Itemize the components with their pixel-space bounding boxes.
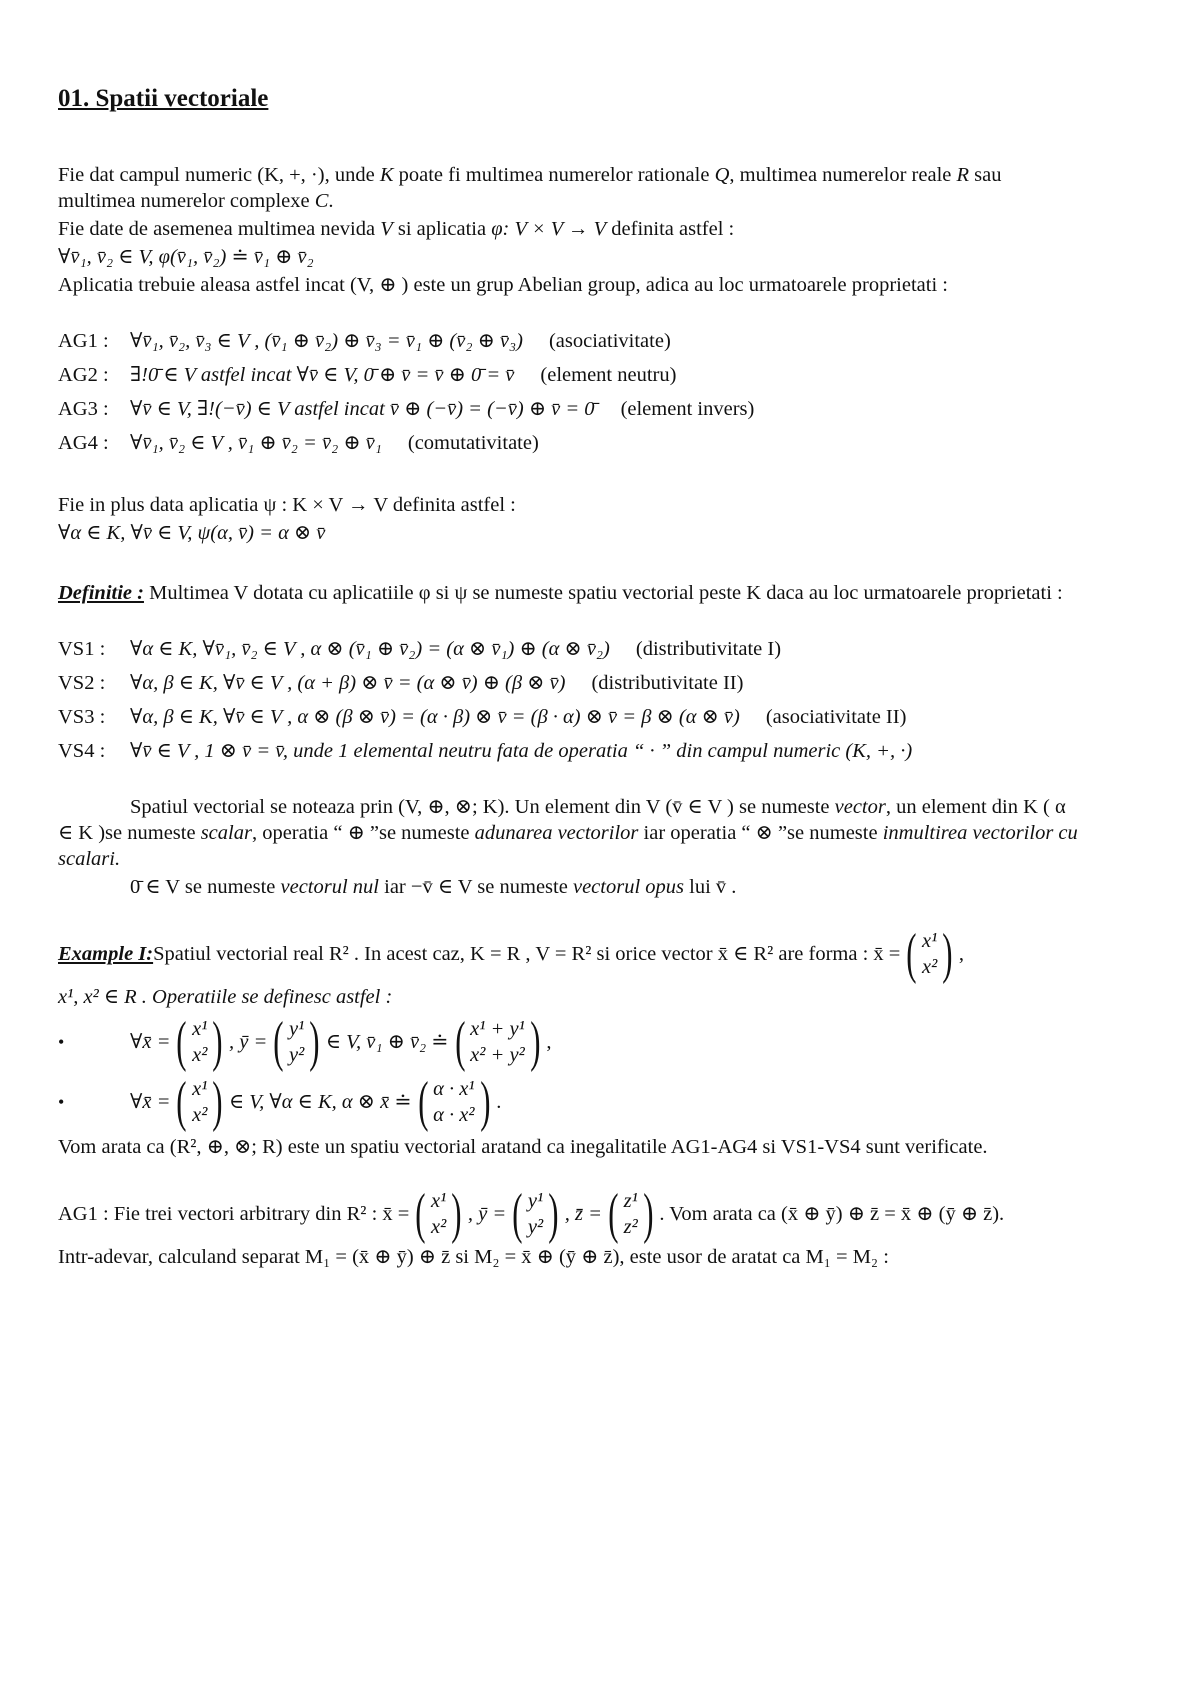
ag-property: AG4 : ∀v̄₁, v̄₂ ∈ V , v̄₁ ⊕ v̄₂ = v̄₂ ⊕ v̄₁ (comutativitate) xyxy=(58,432,539,454)
vs-property: VS4 : ∀v̄ ∈ V , 1 ⊗ v̄ = v̄, unde 1 elemental neutru fata de operatia “ · ” din campul numeric (K, +, ·) xyxy=(58,740,913,762)
ag1-proof-line: Intr-adevar, calculand separat M₁ = (x̄ ⊕ ȳ) ⊕ z̄ si M₂ = x̄ ⊕ (ȳ ⊕ z̄), este usor de aratat ca M₁ = M₂ : xyxy=(58,1246,889,1268)
ag1-proof-heading: AG1 : Fie trei vectori arbitrary din R² : x̄ = ( x¹ x² ) , ȳ = ( y¹ y² ) , z̄ = ( z¹ z² ) . Vom arata ca (x̄ ⊕ ȳ) ⊕ z̄ = x̄ ⊕ (ȳ ⊕ z̄). xyxy=(58,1183,1005,1245)
scalar-multiplication-definition: • ∀x̄ = ( x¹ x² ) ∈ V, ∀α ∈ K, α ⊗ x̄ ≐ ( α · x¹ α · x² ) . xyxy=(58,1071,502,1133)
example-heading: Example I: Spatiul vectorial real R² . In acest caz, K = R , V = R² si orice vector x̄ ∈ R² are forma : x̄ = ( x¹ x² ) , xyxy=(58,923,965,985)
definition-paragraph: Definitie : Multimea V dotata cu aplicatiile φ si ψ se numeste spatiu vectorial peste K daca au loc urmatoarele proprietati : xyxy=(58,582,1063,604)
ag-properties-list xyxy=(58,324,1080,460)
verification-statement: Vom arata ca (R², ⊕, ⊗; R) este un spatiu vectorial aratand ca inegalitatile AG1-AG4 si VS1-VS4 sunt verificate. xyxy=(58,1136,988,1158)
intro-paragraph-1: Fie dat campul numeric (K, +, ·), unde K poate fi multimea numerelor rationale Q, multimea numerelor reale R sau multimea numerelor complexe C. xyxy=(58,164,1002,212)
ag-property: AG3 : ∀v̄ ∈ V, ∃!(−v̄) ∈ V astfel incat v̄ ⊕ (−v̄) = (−v̄) ⊕ v̄ = 0̄ (element invers) xyxy=(58,398,755,420)
vs-properties-list xyxy=(58,632,1080,768)
addition-definition: • ∀x̄ = ( x¹ x² ) , ȳ = ( y¹ y² ) ∈ V, v̄₁ ⊕ v̄₂ ≐ ( x¹ + y¹ x² + y² ) , xyxy=(58,1011,552,1073)
psi-intro: Fie in plus data aplicatia ψ : K × V → V definita astfel : xyxy=(58,494,516,516)
ag-property: AG1 : ∀v̄₁, v̄₂, v̄₃ ∈ V , (v̄₁ ⊕ v̄₂) ⊕ v̄₃ = v̄₁ ⊕ (v̄₂ ⊕ v̄₃) (asociativitate) xyxy=(58,330,671,352)
bullet-icon: • xyxy=(58,1032,65,1052)
vector-space-notation: Spatiul vectorial se noteaza prin (V, ⊕, ⊗; K). Un element din V (v̄ ∈ V ) se numeste vector, un element din K ( α ∈ K )se numeste scalar, operatia “ ⊕ ”se numeste adunarea vectorilor iar operatia “ ⊗ ”se numeste inmultirea vectorilor cu scalari. xyxy=(58,796,1078,870)
null-vector-line: 0̄ ∈ V se numeste vectorul nul iar −v̄ ∈ V se numeste vectorul opus lui v̄ . xyxy=(130,876,737,898)
ag-property: AG2 : ∃!0̄ ∈ V astfel incat ∀v̄ ∈ V, 0̄ ⊕ v̄ = v̄ ⊕ 0̄ = v̄ (element neutru) xyxy=(58,364,677,386)
vs-property: VS2 : ∀α, β ∈ K, ∀v̄ ∈ V , (α + β) ⊗ v̄ = (α ⊗ v̄) ⊕ (β ⊗ v̄) (distributivitate II) xyxy=(58,672,744,694)
vector-x-matrix: ( x¹ x² ) xyxy=(906,923,953,985)
example-label: Example I: xyxy=(58,943,154,965)
vs-property: VS1 : ∀α ∈ K, ∀v̄₁, v̄₂ ∈ V , α ⊗ (v̄₁ ⊕ v̄₂) = (α ⊗ v̄₁) ⊕ (α ⊗ v̄₂) (distributivitate I) xyxy=(58,638,782,660)
psi-definition: ∀α ∈ K, ∀v̄ ∈ V, ψ(α, v̄) = α ⊗ v̄ xyxy=(58,522,326,544)
bullet-icon: • xyxy=(58,1092,65,1112)
intro-paragraph-2: Fie date de asemenea multimea nevida V si aplicatia φ: V × V → V definita astfel : xyxy=(58,218,735,240)
abelian-intro: Aplicatia trebuie aleasa astfel incat (V, ⊕ ) este un grup Abelian group, adica au loc urmatoarele proprietati : xyxy=(58,274,948,296)
example-components-line: x¹, x² ∈ R . Operatiile se definesc astfel : xyxy=(58,986,393,1008)
definition-label: Definitie : xyxy=(58,582,144,604)
page-title: 01. Spatii vectoriale xyxy=(58,85,269,112)
phi-definition: ∀v̄₁, v̄₂ ∈ V, φ(v̄₁, v̄₂) ≐ v̄₁ ⊕ v̄₂ xyxy=(58,246,314,268)
vs-property: VS3 : ∀α, β ∈ K, ∀v̄ ∈ V , α ⊗ (β ⊗ v̄) = (α · β) ⊗ v̄ = (β · α) ⊗ v̄ = β ⊗ (α ⊗ v̄) (asociativitate II) xyxy=(58,706,907,728)
